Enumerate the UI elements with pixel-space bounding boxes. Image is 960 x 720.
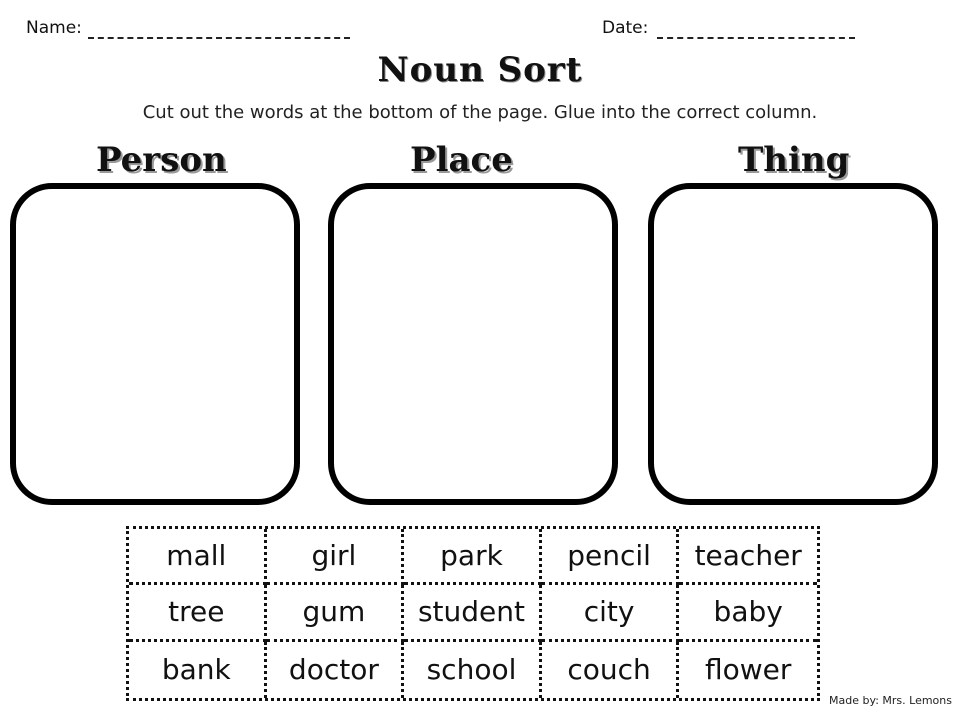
word-card[interactable]: mall: [129, 529, 267, 585]
word-card[interactable]: baby: [679, 585, 817, 641]
name-label: Name:: [26, 18, 82, 38]
name-blank-line[interactable]: [88, 37, 350, 39]
word-card[interactable]: gum: [267, 585, 405, 641]
column-heading-place: Place: [410, 140, 513, 180]
word-card[interactable]: city: [542, 585, 680, 641]
thing-drop-box[interactable]: [648, 183, 938, 505]
person-drop-box[interactable]: [10, 183, 300, 505]
date-label: Date:: [602, 18, 649, 38]
word-card[interactable]: flower: [704, 653, 792, 687]
word-card[interactable]: park: [404, 529, 542, 585]
column-heading-thing: Thing: [738, 140, 850, 180]
word-card[interactable]: student: [404, 585, 542, 641]
place-drop-box[interactable]: [328, 183, 618, 505]
column-heading-person: Person: [96, 140, 227, 180]
word-card[interactable]: teacher: [679, 529, 817, 585]
word-card[interactable]: girl: [267, 529, 405, 585]
word-card[interactable]: couch: [542, 642, 680, 698]
word-card[interactable]: bank: [129, 642, 267, 698]
author-credit: Made by: Mrs. Lemons: [829, 694, 952, 707]
word-cutout-grid: [126, 526, 820, 701]
word-card[interactable]: school: [404, 642, 542, 698]
word-card[interactable]: pencil: [542, 529, 680, 585]
word-card[interactable]: doctor: [267, 642, 405, 698]
instructions-text: Cut out the words at the bottom of the page. Glue into the correct column.: [142, 102, 818, 123]
worksheet-title: Noun Sort: [377, 50, 583, 90]
date-blank-line[interactable]: [657, 37, 855, 39]
word-card[interactable]: tree: [129, 585, 267, 641]
